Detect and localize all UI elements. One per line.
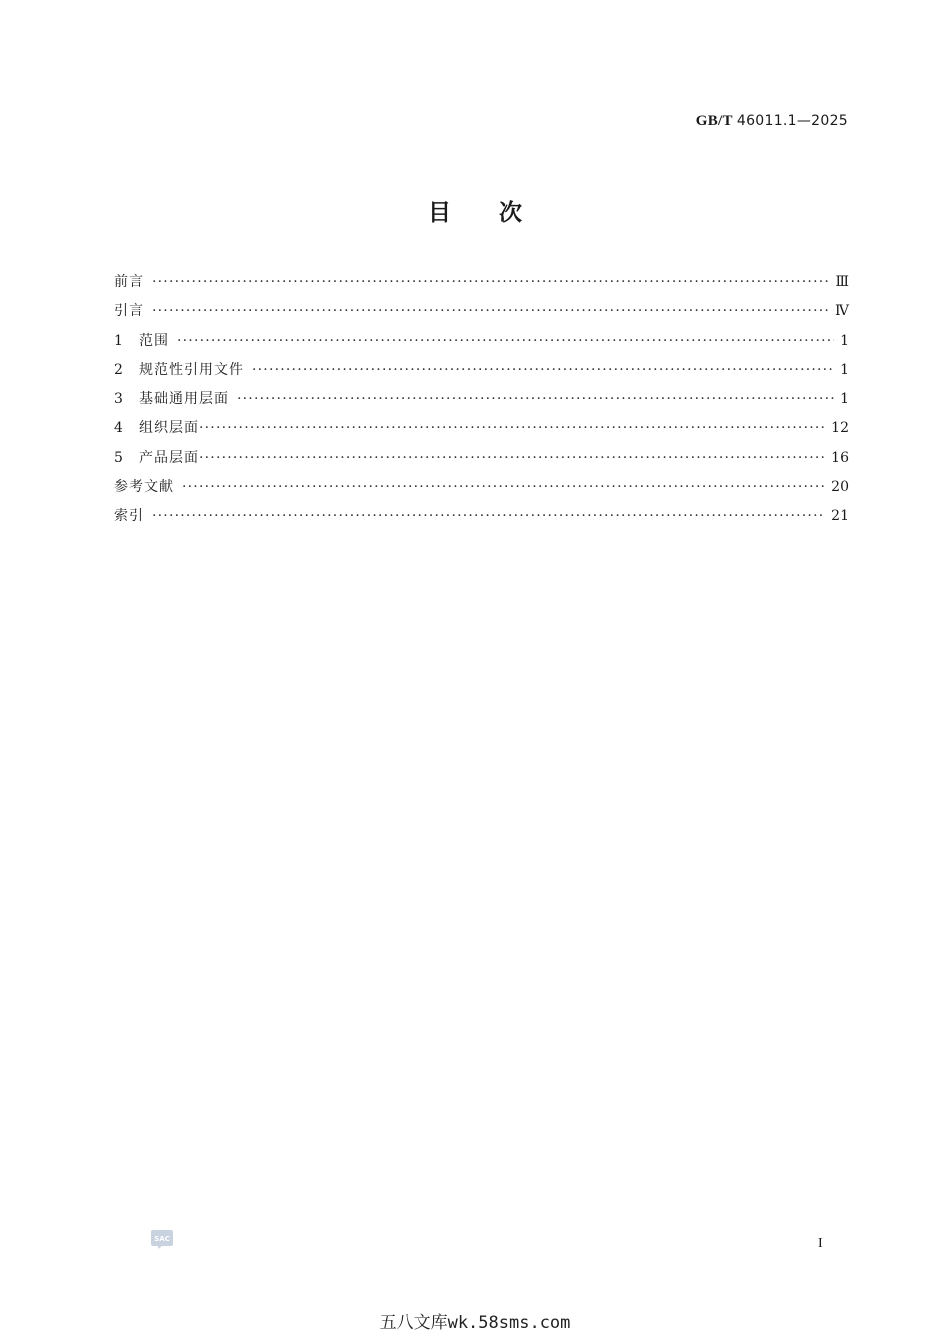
toc-entry-preface[interactable]: [114, 271, 849, 300]
page-title: 目次: [428, 200, 570, 226]
toc-entry-number: 1: [114, 332, 123, 349]
page-number: I: [818, 1236, 823, 1251]
toc-entry-label: 基础通用层面: [139, 391, 229, 408]
dot-leader: [152, 508, 825, 524]
dot-leader: [199, 420, 825, 436]
sac-logo-icon: [150, 1228, 174, 1250]
toc-entry-page: 16: [831, 449, 849, 466]
dot-leader: [252, 362, 834, 378]
dot-leader: [237, 391, 834, 407]
logo-text: SAC: [154, 1235, 170, 1243]
toc-entry-page: Ⅲ: [835, 274, 849, 290]
toc-entry-page: 21: [831, 508, 849, 525]
toc-entry-number: 5: [114, 449, 123, 466]
toc-entry-number: 4: [114, 420, 123, 437]
toc-entry-label: 索引: [114, 508, 144, 525]
toc-entry-number: 2: [114, 361, 123, 378]
toc-entry-label: 产品层面: [139, 449, 199, 466]
toc-entry-page: 1: [840, 361, 849, 378]
table-of-contents: [114, 271, 849, 535]
toc-entry-page: 20: [831, 479, 849, 496]
dot-leader: [177, 333, 834, 349]
toc-entry-number: 3: [114, 391, 123, 408]
toc-entry-label: 组织层面: [139, 420, 199, 437]
toc-entry-basic-general[interactable]: [114, 388, 849, 417]
toc-entry-label: 规范性引用文件: [139, 361, 244, 378]
toc-entry-organization[interactable]: [114, 417, 849, 446]
toc-entry-page: 12: [831, 420, 849, 437]
toc-entry-scope[interactable]: [114, 330, 849, 359]
dot-leader: [152, 274, 829, 290]
toc-entry-label: 参考文献: [114, 479, 174, 496]
toc-entry-normative-references[interactable]: [114, 359, 849, 388]
standard-prefix: GB/T: [695, 113, 733, 129]
dot-leader: [152, 303, 829, 319]
toc-entry-index[interactable]: [114, 505, 849, 534]
toc-entry-page: 1: [840, 391, 849, 408]
toc-entry-product[interactable]: [114, 447, 849, 476]
standard-code: [696, 113, 848, 130]
toc-entry-label: 前言: [114, 274, 144, 290]
toc-entry-page: 1: [840, 332, 849, 349]
standard-number: 46011.1—2025: [736, 113, 848, 129]
dot-leader: [182, 479, 825, 495]
toc-entry-page: Ⅳ: [835, 303, 849, 320]
dot-leader: [199, 450, 825, 466]
toc-entry-label: 范围: [139, 332, 169, 349]
toc-entry-label: 引言: [114, 303, 144, 320]
toc-entry-bibliography[interactable]: [114, 476, 849, 505]
watermark-text: 五八文库wk.58sms.com: [379, 1313, 571, 1333]
toc-entry-introduction[interactable]: [114, 300, 849, 329]
